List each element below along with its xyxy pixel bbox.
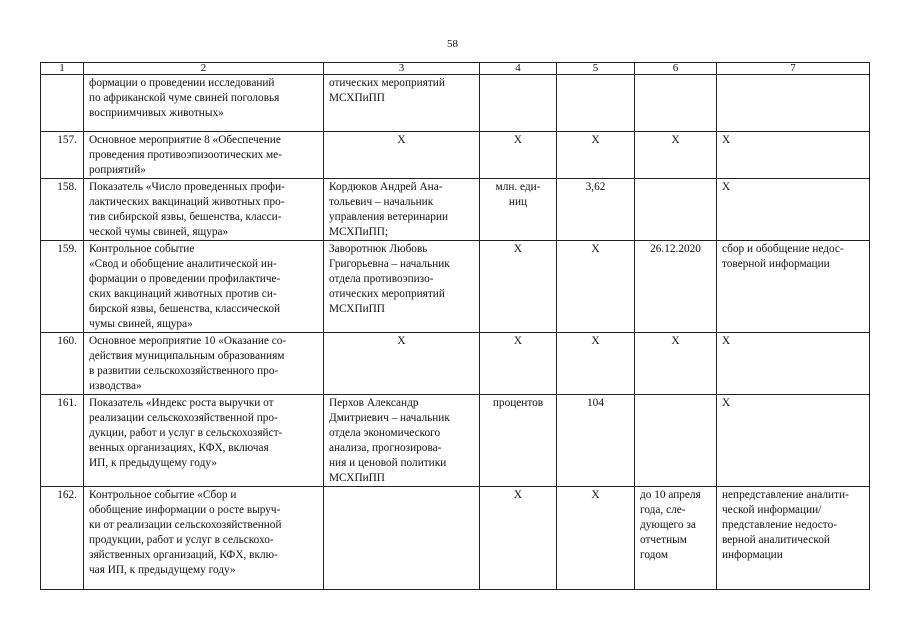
cell-text-line: верной аналитической [722,534,830,546]
row-number-cell: 160. [41,333,84,395]
cell-text-line: ния и ценовой политики [329,457,447,469]
cell-text-line: Контрольное событие [89,243,195,255]
name-cell [84,395,324,487]
deadline-cell [635,333,717,395]
unit-cell [480,75,557,132]
cell-text-line: зяйственных организаций, КФХ, вклю- [89,549,278,561]
value-cell [557,132,635,179]
cell-text-line: продукции, работ и услуг в сельскохо- [89,534,274,546]
cell-text-line: 3,62 [585,181,606,193]
row-number-cell: 161. [41,395,84,487]
cell-text-line: Х [513,489,523,501]
responsible-cell [324,75,480,132]
cell-text-line: Контрольное событие «Сбор и [89,489,237,501]
cell-text-line: лактических вакцинаций животных про- [89,196,285,208]
name-cell [84,179,324,241]
cell-text-line: ИП, к предыдущему году» [89,457,217,469]
responsible-cell [324,395,480,487]
deadline-cell [635,132,717,179]
note-cell [717,241,870,333]
column-number-cell: 4 [480,63,557,75]
cell-text-line: МСХПиПП; [329,226,389,238]
note-cell [717,395,870,487]
cell-text-line: Х [591,335,600,347]
table-row [41,333,870,395]
note-cell [717,333,870,395]
cell-text-line: Кордюков Андрей Ана- [329,181,443,193]
deadline-cell [635,487,717,590]
cell-text-line: проведения противоэпизоотических ме- [89,149,282,161]
value-cell [557,487,635,590]
responsible-cell [324,333,480,395]
cell-text-line: отических мероприятий [329,288,445,300]
value-cell [557,395,635,487]
cell-text-line: отдела экономического [329,427,441,439]
cell-text-line: по африканской чуме свиней поголовья [89,92,280,104]
deadline-cell [635,179,717,241]
cell-text-line: изводства» [89,380,142,392]
table-row [41,487,870,590]
cell-text-line: Х [591,489,600,501]
cell-text-line: венных организациях, КФХ, включая [89,442,269,454]
cell-text-line: Х [513,134,523,146]
unit-cell [480,241,557,333]
cell-text-line: формации о проведении профилактиче- [89,273,281,285]
row-number-cell: 158. [41,179,84,241]
unit-cell [480,487,557,590]
cell-text-line: Х [397,335,406,347]
cell-text-line: Перхов Александр [329,397,419,409]
cell-text-line: представление недосто- [722,519,837,531]
cell-text-line: МСХПиПП [329,472,385,484]
unit-cell [480,395,557,487]
cell-text-line: информации [722,549,783,561]
cell-text-line: в развитии сельскохозяйственного про- [89,365,279,377]
cell-text-line: млн. еди- [495,181,541,193]
cell-text-line: товерной информации [722,258,830,270]
cell-text-line: Х [671,134,680,146]
cell-text-line: формации о проведении исследований [89,77,275,89]
cell-text-line: непредставление аналити- [722,489,849,501]
deadline-cell [635,241,717,333]
cell-text-line: бирской язвы, бешенства, классической [89,303,281,315]
cell-text-line: 104 [587,397,604,409]
table-row [41,75,870,132]
cell-text-line: МСХПиПП [329,303,385,315]
responsible-cell [324,487,480,590]
cell-text-line: Заворотнюк Любовь [329,243,428,255]
value-cell [557,333,635,395]
cell-text-line: годом [640,549,669,561]
cell-text-line: отдела противоэпизо- [329,273,434,285]
note-cell [717,75,870,132]
cell-text-line: чумы свиней, ящура» [89,318,193,330]
cell-text-line: дующего за [640,519,696,531]
cell-text-line: роприятий» [89,164,146,176]
cell-text-line: Х [513,243,523,255]
row-number-cell: 159. [41,241,84,333]
cell-text-line: Григорьевна – начальник [329,258,450,270]
cell-text-line: Х [722,397,731,409]
column-number-cell: 6 [635,63,717,75]
cell-text-line: Основное мероприятие 10 «Оказание со- [89,335,287,347]
unit-cell [480,179,557,241]
cell-text-line: Показатель «Число проведенных профи- [89,181,285,193]
cell-text-line: процентов [492,397,544,409]
cell-text-line: Х [722,134,731,146]
cell-text-line: Показатель «Индекс роста выручки от [89,397,274,409]
deadline-cell [635,75,717,132]
table-row [41,132,870,179]
cell-text-line: МСХПиПП [329,92,385,104]
cell-text-line: Основное мероприятие 8 «Обеспечение [89,134,281,146]
cell-text-line: Х [722,181,731,193]
name-cell [84,241,324,333]
cell-text-line: восприимчивых животных» [89,107,224,119]
note-cell [717,179,870,241]
cell-text-line: управления ветеринарии [329,211,449,223]
column-number-cell: 3 [324,63,480,75]
cell-text-line: ских вакцинаций животных против си- [89,288,277,300]
cell-text-line: ческой чумы свиней, ящура» [89,226,229,238]
value-cell [557,241,635,333]
row-number-cell: 162. [41,487,84,590]
cell-text-line: Дмитриевич – начальник [329,412,450,424]
cell-text-line: дукции, работ и услуг в сельскохозяйст- [89,427,283,439]
cell-text-line: Х [591,134,600,146]
responsible-cell [324,132,480,179]
cell-text-line: тольевич – начальник [329,196,434,208]
cell-text-line: «Свод и обобщение аналитической ин- [89,258,277,270]
document-table [40,62,870,590]
cell-text-line: реализации сельскохозяйственной про- [89,412,278,424]
cell-text-line: тив сибирской язвы, бешенства, класси- [89,211,282,223]
cell-text-line: анализа, прогнозирова- [329,442,442,454]
row-number-cell: 157. [41,132,84,179]
row-number-cell [41,75,84,132]
cell-text-line: сбор и обобщение недос- [722,243,844,255]
column-number-cell: 5 [557,63,635,75]
responsible-cell [324,179,480,241]
cell-text-line: Х [513,335,523,347]
column-number-cell: 7 [717,63,870,75]
cell-text-line: Х [671,335,680,347]
name-cell [84,333,324,395]
cell-text-line: до 10 апреля [640,489,701,501]
cell-text-line: ки от реализации сельскохозяйственной [89,519,282,531]
responsible-cell [324,241,480,333]
name-cell [84,487,324,590]
cell-text-line: Х [591,243,600,255]
unit-cell [480,333,557,395]
page-number: 58 [447,38,458,50]
column-number-row [41,63,870,75]
name-cell [84,75,324,132]
table-row [41,395,870,487]
cell-text-line: ниц [508,196,528,208]
cell-text-line: отчетным [640,534,687,546]
value-cell [557,75,635,132]
note-cell [717,487,870,590]
deadline-cell [635,395,717,487]
table-row [41,241,870,333]
table-row [41,179,870,241]
unit-cell [480,132,557,179]
note-cell [717,132,870,179]
cell-text-line: ческой информации/ [722,504,822,516]
name-cell [84,132,324,179]
cell-text-line: чая ИП, к предыдущему году» [89,564,236,576]
cell-text-line: обобщение информации о росте выруч- [89,504,281,516]
cell-text-line: Х [722,335,731,347]
column-number-cell: 2 [84,63,324,75]
cell-text-line: Х [397,134,406,146]
cell-text-line: действия муниципальным образованиям [89,350,285,362]
column-number-cell: 1 [41,63,84,75]
cell-text-line: года, сле- [640,504,686,516]
cell-text-line: отических мероприятий [329,77,445,89]
value-cell [557,179,635,241]
cell-text-line: 26.12.2020 [650,243,701,255]
